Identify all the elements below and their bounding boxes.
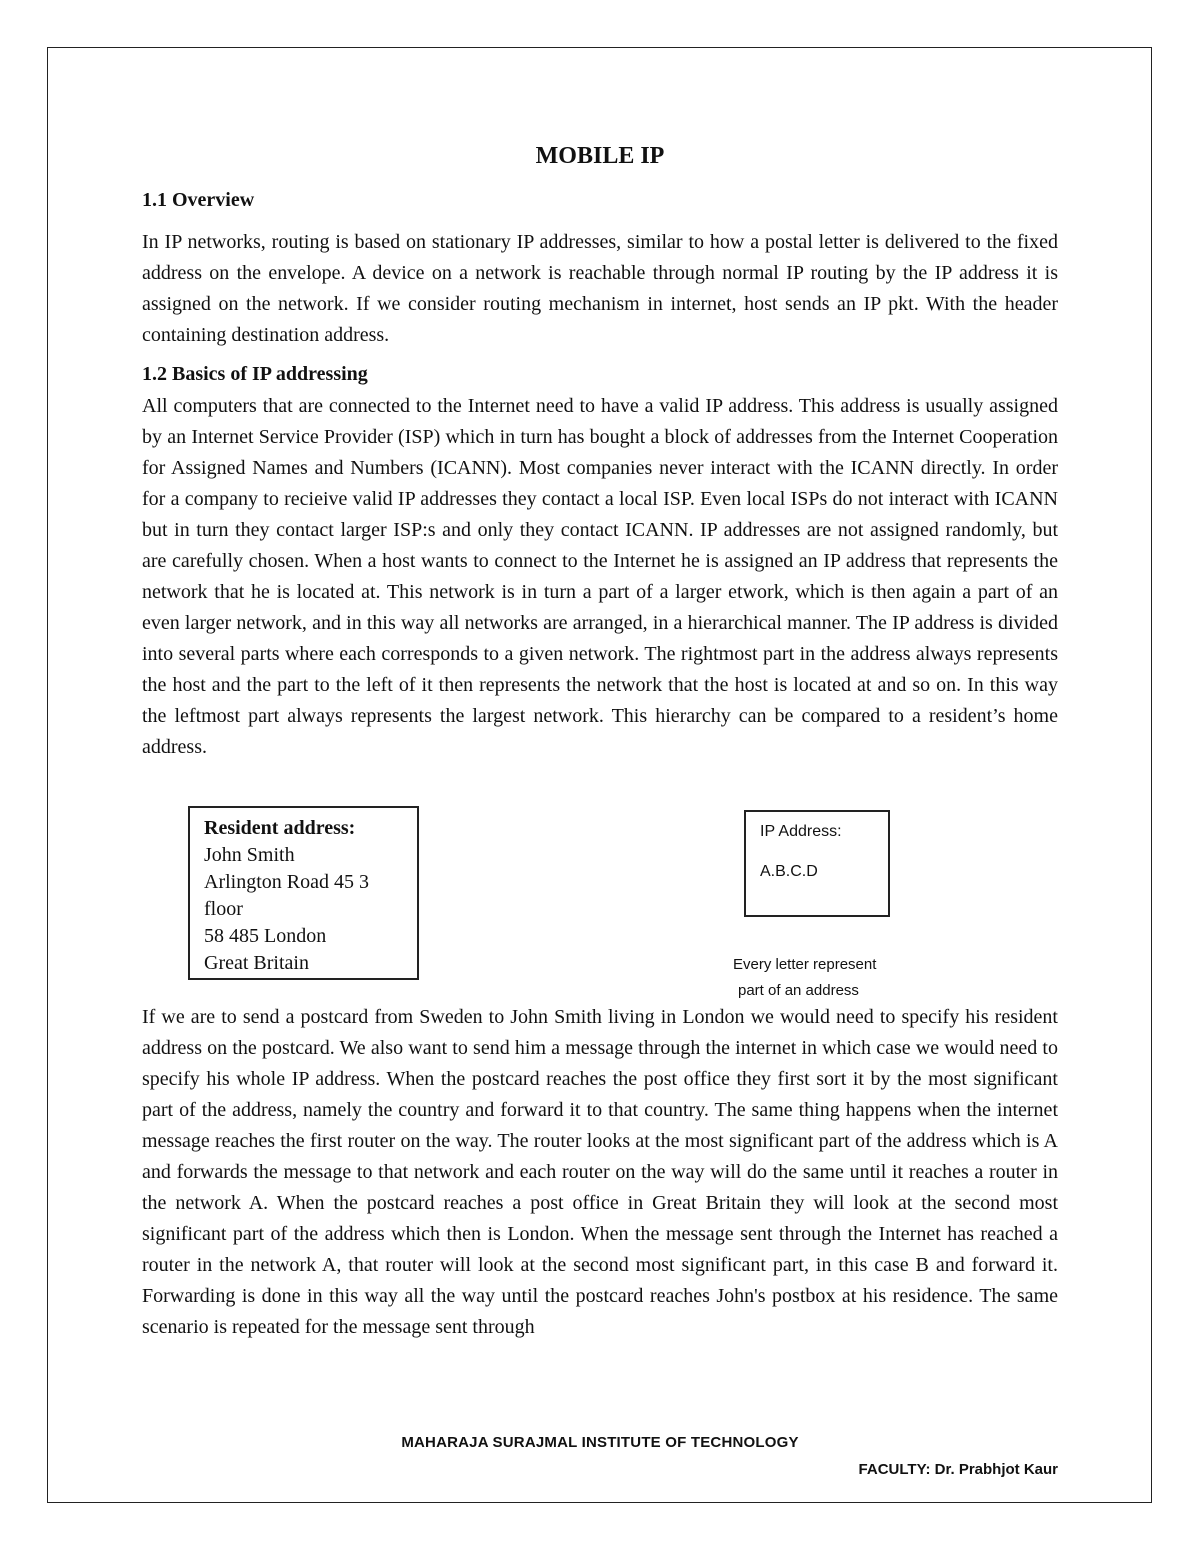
resident-address-line: Arlington Road 45 3 <box>204 871 369 893</box>
resident-address-line: 58 485 London <box>204 925 327 947</box>
page-title: MOBILE IP <box>535 143 665 169</box>
ip-caption-line-2: part of an address <box>738 982 859 999</box>
resident-address-line: Great Britain <box>204 952 309 974</box>
footer-faculty: FACULTY: Dr. Prabhjot Kaur <box>858 1461 1058 1478</box>
resident-address-line: floor <box>204 898 243 920</box>
ip-address-box <box>744 810 890 917</box>
paragraph-basics: All computers that are connected to the Internet need to have a valid IP address. This address is usually assigned by an Internet Service Provider (ISP) which in turn has bought a block of addresses from the Internet Cooperation for Assigned Names and Numbers (ICANN). Most companies never interact with the ICANN directly. In order for a company to recieive valid IP addresses they contact a local ISP. Even local ISPs do not interact with ICANN but in turn they contact larger ISP:s and only they contact ICANN. IP addresses are not assigned randomly, but are carefully chosen. When a host wants to connect to the Internet he is assigned an IP address that represents the network that he is located at. This network is in turn a part of a larger etwork, which is then again a part of an even larger network, and in this way all networks are arranged, in a hierarchical manner. The IP address is divided into several parts where each corresponds to a given network. The rightmost part in the address always represents the host and the part to the left of it then represents the network that the host is located at and so on. In this way the leftmost part always represents the largest network. This hierarchy can be compared to a resident’s home address. <box>142 395 1058 758</box>
section-heading-overview: 1.1 Overview <box>142 189 255 211</box>
section-heading-basics: 1.2 Basics of IP addressing <box>142 363 368 385</box>
resident-address-box <box>188 806 419 980</box>
footer-institute: MAHARAJA SURAJMAL INSTITUTE OF TECHNOLOGY <box>401 1434 799 1451</box>
paragraph-postcard: If we are to send a postcard from Sweden to John Smith living in London we would need to specify his resident address on the postcard. We also want to send him a message through the internet in which case we would need to specify his whole IP address. When the postcard reaches the post office they first sort it by the most significant part of the address, namely the country and forward it to that country. The same thing happens when the internet message reaches the first router on the way. The router looks at the most significant part of the address which is A and forwards the message to that network and each router on the way will do the same until it reaches a router in the network A. When the postcard reaches a post office in Great Britain they will look at the second most significant part of the address which then is London. When the message sent through the Internet has reached a router in the network A, that router will look at the second most significant part, in this case B and forward it. Forwarding is done in this way all the way until the postcard reaches John's postbox at his residence. The same scenario is repeated for the message sent through <box>142 1006 1058 1338</box>
resident-address-line: John Smith <box>204 844 295 866</box>
ip-address-value: A.B.C.D <box>760 863 818 880</box>
paragraph-overview: In IP networks, routing is based on stationary IP addresses, similar to how a postal letter is delivered to the fixed address on the envelope. A device on a network is reachable through normal IP routing by the IP address it is assigned on the network. If we consider routing mechanism in internet, host sends an IP pkt. With the header containing destination address. <box>142 231 1058 346</box>
ip-address-label: IP Address: <box>760 823 842 840</box>
resident-address-label: Resident address: <box>204 817 356 839</box>
ip-caption-line-1: Every letter represent <box>733 956 877 973</box>
ip-address-caption <box>733 952 876 1004</box>
